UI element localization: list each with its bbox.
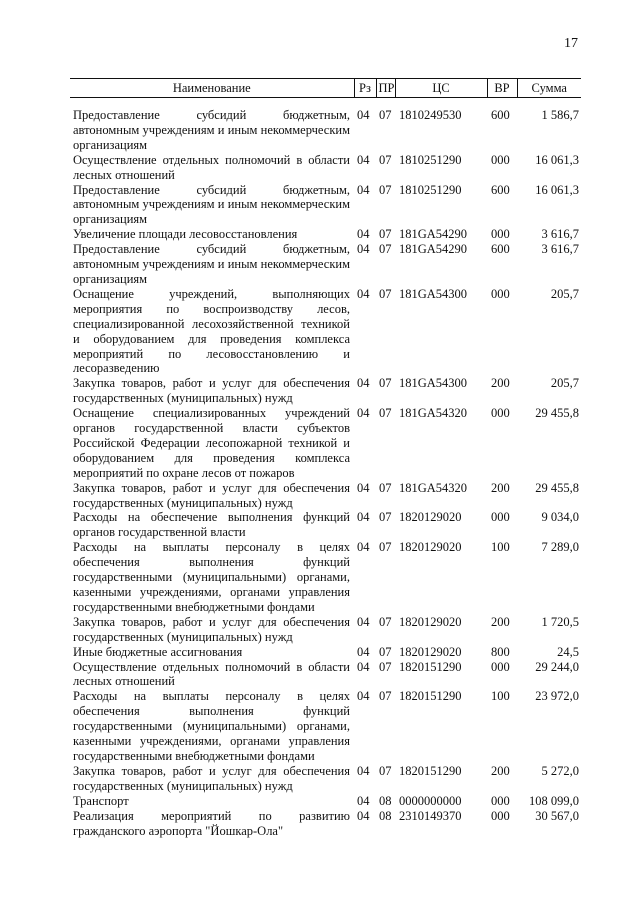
- cell-rz: 04: [357, 540, 370, 555]
- cell-vr: 000: [491, 406, 510, 421]
- cell-pr: 07: [379, 227, 392, 242]
- table-row: [70, 540, 581, 615]
- cell-sum: 108 099,0: [529, 793, 579, 808]
- cell-sum: 205,7: [550, 286, 579, 301]
- cell-sum: 9 034,0: [541, 510, 579, 525]
- cell-vr: 000: [491, 793, 510, 808]
- header-cs: ЦС: [395, 79, 487, 98]
- table-row: [70, 376, 581, 406]
- cell-cs: 181GA54300: [399, 376, 468, 391]
- cell-sum: 1 720,5: [541, 614, 579, 629]
- cell-vr: 600: [491, 182, 510, 197]
- cell-vr: 000: [491, 659, 510, 674]
- cell-cs: 181GA54320: [399, 406, 468, 421]
- table-row: [70, 406, 581, 481]
- cell-sum: 16 061,3: [535, 182, 579, 197]
- cell-cs: 0000000000: [399, 793, 462, 808]
- cell-rz: 04: [357, 763, 370, 778]
- cell-cs: 1810251290: [399, 152, 462, 167]
- cell-pr: 07: [379, 286, 392, 301]
- cell-pr: 07: [379, 376, 392, 391]
- cell-vr: 000: [491, 510, 510, 525]
- cell-rz: 04: [357, 689, 370, 704]
- cell-vr: 600: [491, 108, 510, 122]
- cell-pr: 07: [379, 480, 392, 495]
- budget-table: [70, 78, 581, 838]
- cell-sum: 29 455,8: [535, 406, 579, 421]
- cell-rz: 04: [357, 793, 370, 808]
- cell-pr: 07: [379, 108, 392, 122]
- cell-sum: 1 586,7: [541, 108, 579, 122]
- cell-cs: 1820151290: [399, 659, 462, 674]
- cell-pr: 07: [379, 659, 392, 674]
- cell-rz: 04: [357, 644, 370, 659]
- cell-vr: 800: [491, 644, 510, 659]
- cell-cs: 181GA54290: [399, 242, 468, 257]
- cell-cs: 1820129020: [399, 644, 462, 659]
- cell-name: Закупка товаров, работ и услуг для обеспечения государственных (муниципальных) нужд: [73, 763, 350, 793]
- page-number: 17: [564, 36, 578, 51]
- cell-rz: 04: [357, 108, 370, 122]
- cell-sum: 5 272,0: [541, 763, 579, 778]
- cell-name: Осуществление отдельных полномочий в области лесных отношений: [73, 659, 350, 689]
- cell-name: Закупка товаров, работ и услуг для обеспечения государственных (муниципальных) нужд: [73, 480, 350, 510]
- cell-vr: 000: [491, 227, 510, 242]
- cell-pr: 07: [379, 763, 392, 778]
- header-pr: ПР: [376, 79, 395, 98]
- cell-rz: 04: [357, 406, 370, 421]
- header-sum: Сумма: [517, 79, 581, 98]
- table-row: [70, 689, 581, 764]
- cell-name: Оснащение учреждений, выполняющих мероприятия по воспроизводству лесов, специализированной лесохозяйственной техникой и оборудованием для проведения комплекса мероприятий по лесовосстановлению и лесоразведению: [73, 286, 350, 376]
- cell-name: Иные бюджетные ассигнования: [73, 644, 243, 659]
- cell-cs: 1820151290: [399, 763, 462, 778]
- table-row: [70, 794, 581, 809]
- cell-name: Закупка товаров, работ и услуг для обеспечения государственных (муниципальных) нужд: [73, 614, 350, 644]
- cell-sum: 3 616,7: [541, 227, 579, 242]
- cell-name: Закупка товаров, работ и услуг для обеспечения государственных (муниципальных) нужд: [73, 376, 350, 406]
- cell-rz: 04: [357, 659, 370, 674]
- cell-cs: 181GA54320: [399, 480, 468, 495]
- cell-rz: 04: [357, 286, 370, 301]
- cell-pr: 07: [379, 182, 392, 197]
- cell-vr: 600: [491, 242, 510, 257]
- cell-cs: 1820129020: [399, 510, 462, 525]
- cell-rz: 04: [357, 242, 370, 257]
- cell-vr: 200: [491, 480, 510, 495]
- table-header-row: [70, 79, 581, 98]
- cell-pr: 07: [379, 644, 392, 659]
- cell-pr: 07: [379, 689, 392, 704]
- cell-rz: 04: [357, 510, 370, 525]
- cell-pr: 08: [379, 793, 392, 808]
- cell-pr: 07: [379, 406, 392, 421]
- cell-pr: 07: [379, 242, 392, 257]
- table-row: [70, 183, 581, 228]
- cell-rz: 04: [357, 376, 370, 391]
- cell-vr: 100: [491, 689, 510, 704]
- cell-cs: 2310149370: [399, 808, 462, 823]
- cell-pr: 07: [379, 152, 392, 167]
- cell-name: Увеличение площади лесовосстановления: [73, 227, 298, 242]
- table-row: [70, 809, 581, 839]
- cell-sum: 29 455,8: [535, 480, 579, 495]
- cell-rz: 04: [357, 480, 370, 495]
- table-row: [70, 645, 581, 660]
- cell-cs: 1810251290: [399, 182, 462, 197]
- table-row: [70, 660, 581, 690]
- cell-sum: 205,7: [550, 376, 579, 391]
- cell-cs: 1820129020: [399, 540, 462, 555]
- cell-name: Предоставление субсидий бюджетным, автономным учреждениям и иным некоммерческим организациям: [73, 182, 350, 227]
- cell-rz: 04: [357, 152, 370, 167]
- cell-name: Транспорт: [73, 793, 129, 808]
- table-row: [70, 153, 581, 183]
- cell-cs: 1810249530: [399, 108, 462, 122]
- cell-cs: 181GA54300: [399, 286, 468, 301]
- table-row: [70, 108, 581, 153]
- table-row: [70, 481, 581, 511]
- cell-name: Расходы на обеспечение выполнения функций органов государственной власти: [73, 510, 350, 540]
- cell-vr: 000: [491, 286, 510, 301]
- cell-vr: 200: [491, 614, 510, 629]
- cell-sum: 16 061,3: [535, 152, 579, 167]
- cell-sum: 3 616,7: [541, 242, 579, 257]
- table-row: [70, 227, 581, 242]
- table-row: [70, 510, 581, 540]
- cell-rz: 04: [357, 227, 370, 242]
- cell-name: Реализация мероприятий по развитию гражданского аэропорта "Йошкар-Ола": [73, 808, 350, 838]
- cell-sum: 7 289,0: [541, 540, 579, 555]
- cell-sum: 24,5: [557, 644, 579, 659]
- header-vr: ВР: [487, 79, 517, 98]
- cell-name: Осуществление отдельных полномочий в области лесных отношений: [73, 152, 350, 182]
- cell-pr: 07: [379, 614, 392, 629]
- table-body: [70, 98, 581, 839]
- header-name: Наименование: [70, 79, 354, 98]
- cell-name: Оснащение специализированных учреждений органов государственной власти субъектов Российской Федерации лесопожарной техникой и оборудованием для проведения комплекса мероприятий по охране лесов от пожаров: [73, 406, 350, 480]
- cell-rz: 04: [357, 614, 370, 629]
- cell-cs: 1820151290: [399, 689, 462, 704]
- cell-pr: 07: [379, 540, 392, 555]
- cell-vr: 000: [491, 152, 510, 167]
- table-row: [70, 287, 581, 376]
- table-row: [70, 242, 581, 287]
- cell-name: Предоставление субсидий бюджетным, автономным учреждениям и иным некоммерческим организациям: [73, 242, 350, 286]
- cell-cs: 1820129020: [399, 614, 462, 629]
- cell-name: Предоставление субсидий бюджетным, автономным учреждениям и иным некоммерческим организациям: [73, 108, 350, 152]
- cell-vr: 000: [491, 808, 510, 823]
- cell-pr: 07: [379, 510, 392, 525]
- cell-sum: 30 567,0: [535, 808, 579, 823]
- cell-pr: 08: [379, 808, 392, 823]
- cell-name: Расходы на выплаты персоналу в целях обеспечения выполнения функций государственными (муниципальными) органами, казенными учреждениями, органами управления государственными внебюджетными фондами: [73, 689, 350, 763]
- cell-rz: 04: [357, 808, 370, 823]
- cell-vr: 200: [491, 763, 510, 778]
- cell-rz: 04: [357, 182, 370, 197]
- cell-vr: 100: [491, 540, 510, 555]
- header-rz: Рз: [354, 79, 376, 98]
- table-row: [70, 764, 581, 794]
- table-row: [70, 615, 581, 645]
- cell-name: Расходы на выплаты персоналу в целях обеспечения выполнения функций государственными (муниципальными) органами, казенными учреждениями, органами управления государственными внебюджетными фондами: [73, 540, 350, 614]
- cell-vr: 200: [491, 376, 510, 391]
- cell-sum: 29 244,0: [535, 659, 579, 674]
- cell-cs: 181GA54290: [399, 227, 468, 242]
- cell-sum: 23 972,0: [535, 689, 579, 704]
